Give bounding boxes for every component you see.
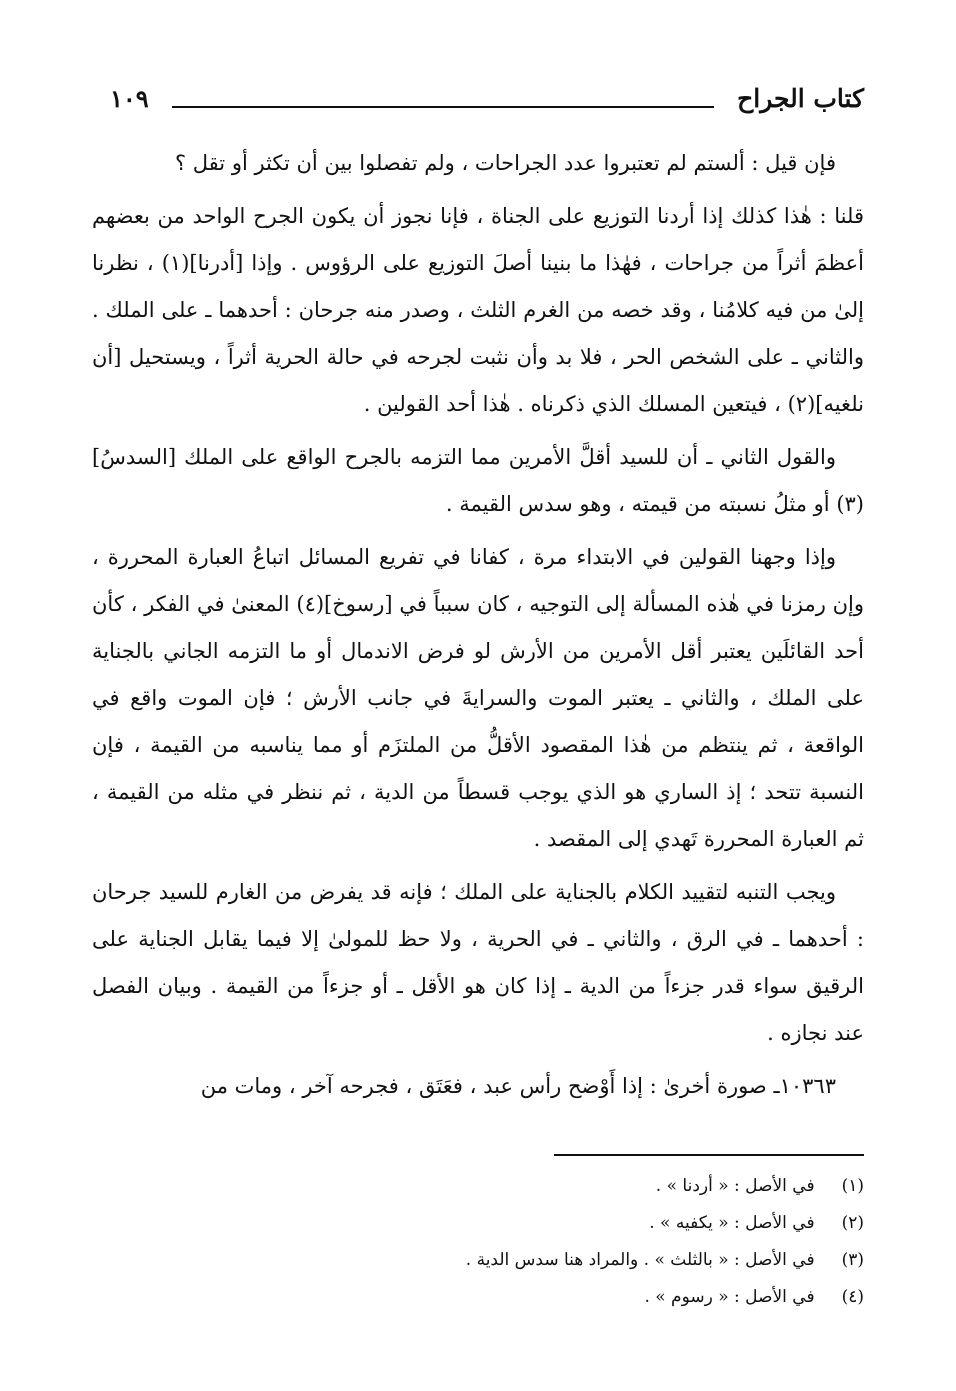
page-number: ١٠٩ <box>110 84 149 113</box>
footnotes <box>92 1168 864 1316</box>
body-text <box>92 140 864 1116</box>
book-title: كتاب الجراح <box>737 84 864 113</box>
footnote-number: (٤) <box>841 1287 864 1307</box>
footnote-divider <box>554 1154 864 1156</box>
footnote <box>92 1242 864 1279</box>
header-rule <box>172 106 714 108</box>
footnote-text: في الأصل : « بالثلث » . والمراد هنا سدس الدية . <box>465 1250 815 1270</box>
paragraph: ويجب التنبه لتقييد الكلام بالجناية على الملك ؛ فإنه قد يفرض من الغارم للسيد جرحان : أحدهما ـ في الرق ، والثاني ـ في الحرية ، ولا حظ للمولىٰ إلا فيما يقابل الجناية على الرقيق سواء قدر جزءاً من الدية ـ إذا كان هو الأقل ـ أو جزءاً من القيمة . وبيان الفصل عند نجازه . <box>92 880 864 1045</box>
footnote <box>92 1168 864 1205</box>
footnote-text: في الأصل : « يكفيه » . <box>649 1213 815 1233</box>
paragraph: قلنا : هٰذا كذلك إذا أردنا التوزيع على الجناة ، فإنا نجوز أن يكون الجرح الواحد من بعضهم أعظمَ أثراً من جراحات ، فهٰذا ما بنينا أصلَ التوزيع على الرؤوس . وإذا [أدرنا](١) ، نظرنا إلىٰ من فيه كلامُنا ، وقد خصه من الغرم الثلث ، وصدر منه جرحان : أحدهما ـ على الملك . والثاني ـ على الشخص الحر ، فلا بد وأن نثبت لجرحه في حالة الحرية أثراً ، ويستحيل [أن نلغيه](٢) ، فيتعين المسلك الذي ذكرناه . هٰذا أحد القولين . <box>92 204 864 416</box>
footnote-number: (١) <box>841 1176 864 1196</box>
paragraph: وإذا وجهنا القولين في الابتداء مرة ، كفانا في تفريع المسائل اتباعُ العبارة المحررة ، وإن رمزنا في هٰذه المسألة إلى التوجيه ، كان سبباً في [رسوخ](٤) المعنىٰ في الفكر ، كأن أحد القائلَين يعتبر أقل الأمرين من الأرش لو فرض الاندمال أو ما التزمه الجاني بالجناية على الملك ، والثاني ـ يعتبر الموت والسرايةَ في جانب الأرش ؛ فإن الموت واقع في الواقعة ، ثم ينتظم من هٰذا المقصود الأقلُّ من الملتزَم أو مما يناسبه من القيمة ، فإن النسبة تتحد ؛ إذ الساري هو الذي يوجب قسطاً من الدية ، ثم ننظر في مثله من القيمة ، ثم العبارة المحررة تَهدي إلى المقصد . <box>92 545 865 851</box>
paragraph: والقول الثاني ـ أن للسيد أقلَّ الأمرين مما التزمه بالجرح الواقع على الملك [السدسُ](٣) أو مثلُ نسبته من قيمته ، وهو سدس القيمة . <box>92 445 864 516</box>
footnote-text: في الأصل : « رسوم » . <box>644 1287 815 1307</box>
paragraph-issue-heading: ١٠٣٦٣ـ صورة أخرىٰ : إذا أَوْضح رأس عبد ، فعَتَق ، فجرحه آخر ، ومات من <box>200 1074 836 1098</box>
paragraph: فإن قيل : ألستم لم تعتبروا عدد الجراحات ، ولم تفصلوا بين أن تكثر أو تقل ؟ <box>174 151 836 175</box>
footnote-number: (٢) <box>841 1213 864 1233</box>
running-header <box>110 84 864 128</box>
footnote <box>92 1279 864 1316</box>
footnote-text: في الأصل : « أردنا » . <box>655 1176 815 1196</box>
footnote-number: (٣) <box>841 1250 864 1270</box>
footnote <box>92 1205 864 1242</box>
